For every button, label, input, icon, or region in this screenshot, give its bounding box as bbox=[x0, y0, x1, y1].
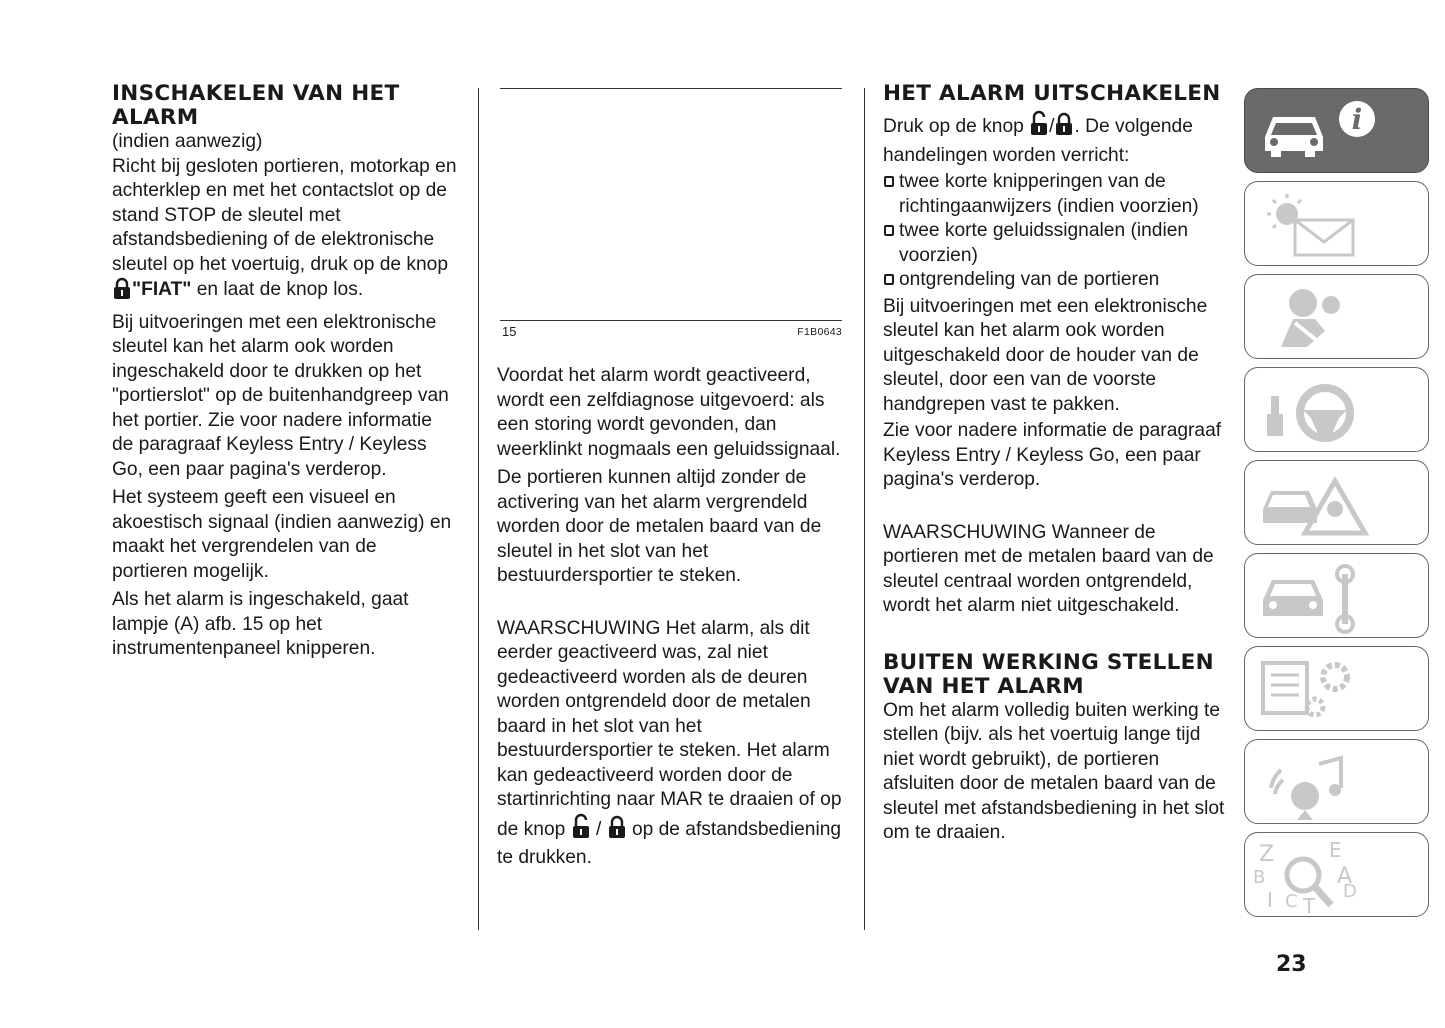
warning-lights-messages-icon bbox=[1245, 182, 1429, 266]
index-letter: A bbox=[1337, 864, 1353, 889]
index-letter: I bbox=[1267, 888, 1273, 912]
lock-closed-icon bbox=[607, 813, 627, 847]
paragraph: Bij uitvoeringen met een elektronische sleutel kan het alarm ook worden ingeschakeld door te drukken op het "portierslot" op de buitenhandgreep van het portier. Zie voor nadere informatie de paragraaf Keyless Entry / Keyless Go, een paar pagina's verderop. bbox=[112, 311, 449, 480]
index-letter: C bbox=[1285, 891, 1298, 912]
paragraph: Bij uitvoeringen met een elektronische sleutel kan het alarm ook worden uitgeschakeld door de houder van de sleutel, door een van de voorste handgrepen vast te pakken. bbox=[883, 295, 1208, 415]
tab-car-info[interactable] bbox=[1244, 88, 1429, 173]
figure-number: 15 bbox=[502, 324, 517, 339]
car-info-icon bbox=[1245, 89, 1429, 173]
list-item: twee korte knipperingen van de richtingaanwijzers (indien voorzien) bbox=[883, 170, 1233, 219]
column-2 bbox=[497, 364, 847, 871]
paragraph: Zie voor nadere informatie de paragraaf Keyless Entry / Keyless Go, een paar pagina's verderop. bbox=[883, 420, 1222, 490]
paragraph: Druk op de knop / . De volgende handelingen worden verricht: bbox=[883, 110, 1233, 168]
lock-closed-icon bbox=[112, 277, 132, 307]
tab-technical-data[interactable] bbox=[1244, 646, 1429, 731]
tab-maintenance[interactable] bbox=[1244, 553, 1429, 638]
tab-warning-lights[interactable] bbox=[1244, 181, 1429, 266]
technical-data-icon bbox=[1245, 647, 1429, 731]
index-letter: E bbox=[1329, 838, 1342, 862]
figure-code: F1B0643 bbox=[797, 326, 842, 338]
tab-safety[interactable] bbox=[1244, 274, 1429, 359]
figure-bottom-rule bbox=[500, 320, 842, 321]
lock-open-icon bbox=[1029, 110, 1049, 144]
paragraph: Het systeem geeft een visueel en akoestisch signaal (indien aanwezig) en maakt het vergrendelen van de portieren mogelijk. bbox=[112, 487, 452, 582]
paragraph: Voordat het alarm wordt geactiveerd, wordt een zelfdiagnose uitgevoerd: als een storing wordt gevonden, dan weerklinkt nogmaals een geluidssignaal. bbox=[497, 365, 841, 460]
tab-multimedia[interactable] bbox=[1244, 739, 1429, 824]
section-title-inschakelen: INSCHAKELEN VAN HET ALARM bbox=[112, 81, 400, 130]
lock-closed-icon bbox=[1054, 110, 1074, 144]
svg-text:i: i bbox=[1351, 103, 1363, 136]
safety-airbag-icon bbox=[1245, 275, 1429, 359]
key-steering-wheel-icon bbox=[1245, 368, 1429, 452]
column-3 bbox=[883, 82, 1233, 846]
list-item: twee korte geluidssignalen (indien voorzien) bbox=[883, 219, 1233, 268]
warning-paragraph: WAARSCHUWING Het alarm, als dit eerder geactiveerd was, zal niet gedeactiveerd worden als de deuren worden ontgrendeld door de metalen baard in het slot van het bestuurdersportier te steken. Het alarm kan gedeactiveerd worden door de startinrichting naar MAR te draaien of op de knop / op de afstandsbediening te drukken. bbox=[497, 617, 842, 868]
checkbox-bullet-icon bbox=[884, 176, 894, 187]
figure-top-rule bbox=[500, 88, 842, 89]
index-letter: Z bbox=[1259, 842, 1275, 867]
column-divider bbox=[864, 88, 865, 930]
figure-15 bbox=[500, 88, 842, 340]
emergency-icon bbox=[1245, 461, 1429, 545]
subtitle: (indien aanwezig) bbox=[112, 131, 263, 152]
tab-starting-driving[interactable] bbox=[1244, 367, 1429, 452]
index-letter: D bbox=[1343, 881, 1357, 902]
tab-index[interactable] bbox=[1244, 832, 1429, 917]
section-title-buiten-werking: BUITEN WERKING STELLEN VAN HET ALARM bbox=[883, 649, 1214, 699]
section-title-uitschakelen: HET ALARM UITSCHAKELEN bbox=[883, 81, 1221, 106]
page-number: 23 bbox=[1276, 952, 1307, 977]
paragraph: Richt bij gesloten portieren, motorkap en achterklep en met het contactslot op de stand STOP de sleutel met afstandsbediening of de elektronische sleutel op het voertuig, druk op de knop "FIAT" en laat de knop los. bbox=[112, 155, 457, 307]
column-1 bbox=[112, 82, 457, 662]
checkbox-bullet-icon bbox=[884, 225, 894, 236]
tab-emergency[interactable] bbox=[1244, 460, 1429, 545]
paragraph: Om het alarm volledig buiten werking te stellen (bijv. als het voertuig lange tijd niet wordt gebruikt), de portieren afsluiten door de metalen baard van de sleutel met afstandsbediening in het slot om te draaien. bbox=[883, 699, 1225, 843]
index-icon bbox=[1245, 833, 1429, 917]
index-letter: T bbox=[1303, 894, 1316, 918]
list-item: ontgrendeling van de portieren bbox=[883, 268, 1233, 293]
car-maintenance-icon bbox=[1245, 554, 1429, 638]
checkbox-bullet-icon bbox=[884, 274, 894, 285]
paragraph: Als het alarm is ingeschakeld, gaat lampje (A) afb. 15 op het instrumentenpaneel knipperen. bbox=[112, 589, 409, 659]
lock-open-icon bbox=[571, 813, 591, 847]
paragraph: De portieren kunnen altijd zonder de activering van het alarm vergrendeld worden door de metalen baard van de sleutel in het slot van het bestuurdersportier te steken. bbox=[497, 467, 822, 586]
column-divider bbox=[478, 88, 479, 930]
warning-paragraph: WAARSCHUWING Wanneer de portieren met de metalen baard van de sleutel centraal worden ontgrendeld, wordt het alarm niet uitgeschakeld. bbox=[883, 521, 1214, 616]
multimedia-icon bbox=[1245, 740, 1429, 824]
index-letter: B bbox=[1253, 867, 1266, 888]
